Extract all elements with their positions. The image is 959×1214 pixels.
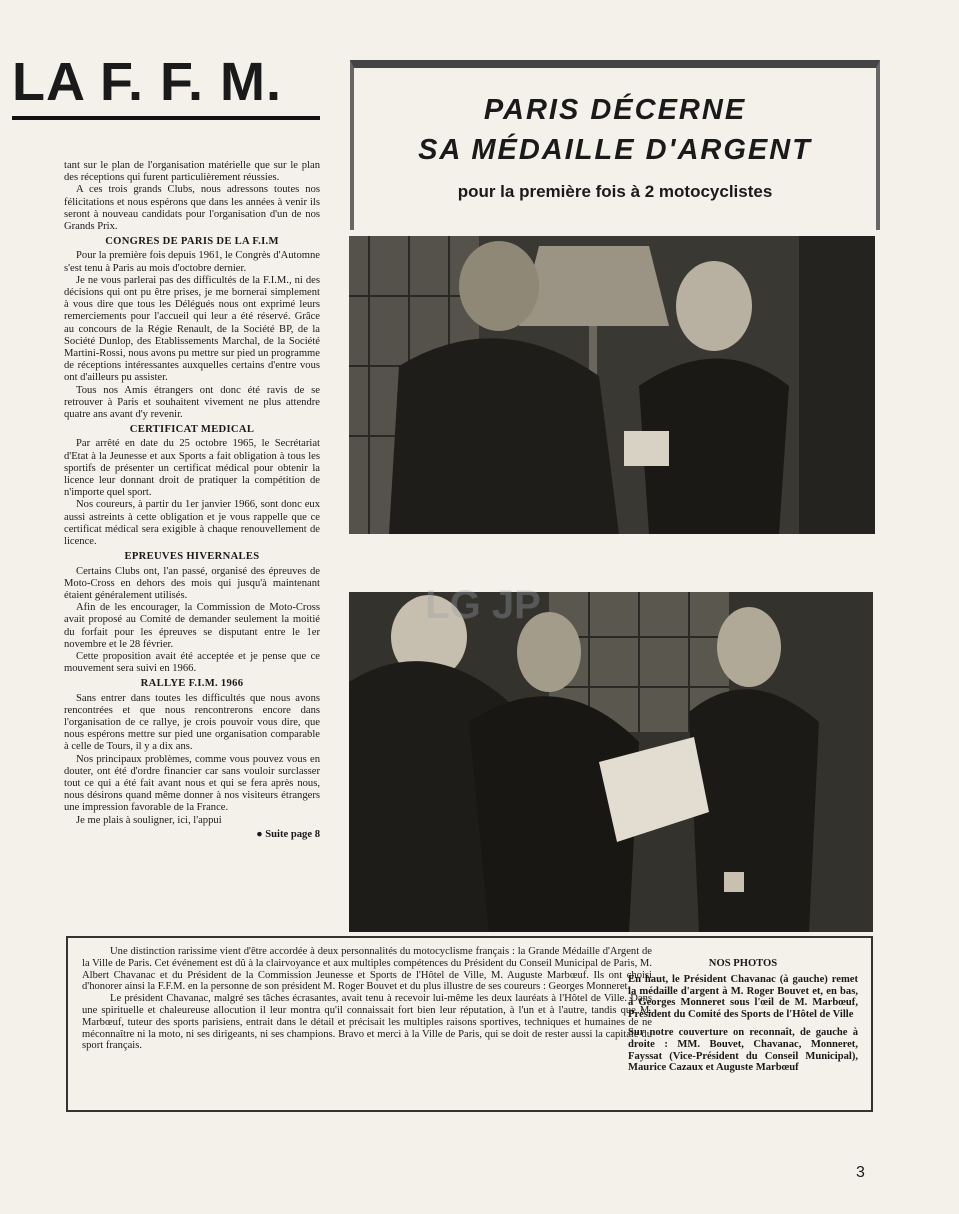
left-column-article <box>64 160 320 841</box>
paragraph: Par arrêté en date du 25 octobre 1965, le Secrétariat d'Etat à la Jeunesse et aux Sports a fait obligation à tous les sportifs de présenter un certificat médical pour obtenir la licence leur donnant droit de pratiquer la compétition de n'importe quel sport. <box>64 438 320 499</box>
masthead-title: LA F. F. M. <box>12 52 282 112</box>
paragraph: Je ne vous parlerai pas des difficultés de la F.I.M., ni des décisions qui ont pu être prises, je me bornerai simplement à vous dire que tous les Délégués nous ont exprimé leurs remerciements pour l'accueil qui leur a été réservé. Grâce au concours de la Régie Renault, de la Société BP, de la Société Dunlop, des Etablissements Marchal, de la Société Martini-Rossi, nous avons pu mettre sur pied un programme de réceptions intéressantes auxquelles certains d'entre vous ont d'ailleurs pu assister. <box>64 274 320 384</box>
paragraph: Tous nos Amis étrangers ont donc été ravis de se retrouver à Paris et souhaitent vivement ne plus attendre quatre ans avant d'y revenir. <box>64 384 320 421</box>
paragraph: Je me plais à souligner, ici, l'appui <box>76 814 222 826</box>
masthead <box>12 52 320 120</box>
paragraph: Afin de les encourager, la Commission de Moto-Cross avait proposé au Comité de demander seulement la moitié du forfait pour les épreuves se disputant entre le 1er novembre et le 28 février. <box>64 602 320 650</box>
headline-line-1: PARIS DÉCERNE <box>483 94 747 126</box>
paragraph: Une distinction rarissime vient d'être accordée à deux personnalités du motocyclisme français : la Grande Médaille d'Argent de la Ville de Paris. Cet événement est dû à la clairvoyance et aux multiples compétences du Président du Conseil Municipal de Paris, M. Albert Chavanac et du Président de la Commission Jeunesse et Sports de l'Hôtel de Ville, M. Auguste Marbœuf. Ils ont choisi d'honorer ainsi la F.F.M. en la personne de son président M. Roger Bouvet et du plus illustre de ses coureurs : Georges Monneret. <box>82 946 652 993</box>
caption-article <box>82 946 652 1052</box>
section-heading: CONGRES DE PARIS DE LA F.I.M <box>105 236 279 248</box>
watermark-text: LG JP <box>425 583 541 627</box>
section-heading: RALLYE F.I.M. 1966 <box>140 678 244 690</box>
headline-line-2: SA MÉDAILLE D'ARGENT <box>418 134 812 166</box>
paragraph: En haut, le Président Chavanac (à gauche) remet la médaille d'argent à M. Roger Bouvet et, en bas, à Georges Monneret sous l'œil de M. Marbœuf, Président du Comité des Sports de l'Hôtel de Ville <box>628 973 858 1021</box>
paragraph: Cette proposition avait été acceptée et je pense que ce mouvement sera suivi en 1966. <box>64 650 320 675</box>
paragraph: Sur notre couverture on reconnaît, de gauche à droite : MM. Bouvet, Chavanac, Monneret, Fayssat (Vice-Président du Conseil Municipal), Maurice Cazaux et Auguste Marbœuf <box>628 1026 858 1074</box>
continued-link[interactable]: ● Suite page 8 <box>256 828 320 840</box>
paragraph: Certains Clubs ont, l'an passé, organisé des épreuves de Moto-Cross en dehors des mois qui jusqu'à maintenant étaient généralement utilisés. <box>64 565 320 601</box>
caption-box <box>66 936 873 1112</box>
paragraph: Sans entrer dans toutes les difficultés que nous avons rencontrées et que nous rencontrerons encore dans l'organisation de ce rallye, je crois pouvoir vous dire, que nous espérons mettre sur pied une organisation comparable à celle de Tours, il y a dix ans. <box>64 692 320 753</box>
photo-caption-heading: NOS PHOTOS <box>708 958 778 969</box>
paragraph: Pour la première fois depuis 1961, le Congrès d'Automne s'est tenu à Paris au mois d'octobre dernier. <box>64 250 320 274</box>
photo-medal-bouvet <box>349 236 875 534</box>
section-heading: EPREUVES HIVERNALES <box>124 551 260 563</box>
headline-subtitle: pour la première fois à 2 motocyclistes <box>457 182 773 201</box>
paragraph: Le président Chavanac, malgré ses tâches écrasantes, avait tenu à recevoir lui-même les deux lauréats à l'Hôtel de Ville. Dans une spirituelle et chaleureuse allocution il leur montra qu'il connaissait fort bien leur réputation, à l'un et à l'autre, tandis que M. Marbœuf, tuteur des sports parisiens, entrait dans le détail et précisait les multiples raisons sportives, techniques et humaines de ne méconnaître ni la moto, ni ses dirigeants, ni ses champions. Bravo et merci à la Ville de Paris, qui se doit de rester aussi la capitale du sport français. <box>82 993 652 1052</box>
paragraph: A ces trois grands Clubs, nous adressons toutes nos félicitations et nous espérons que dans les années à venir ils seront à nouveau candidats pour l'organisation d'un de nos Grands Prix. <box>64 184 320 233</box>
paragraph: Nos principaux problèmes, comme vous pouvez vous en douter, ont été d'ordre financier car sans vouloir surclasser tout ce qui a été fait avant nous et qui se fera après nous, nous désirons quand même donner à nos visiteurs étrangers une impression favorable de la France. <box>64 753 320 814</box>
paragraph: Nos coureurs, à partir du 1er janvier 1966, sont donc eux aussi astreints à cette obligation et je vous rappelle que ce certificat médical sera exigible à chaque renouvellement de licence. <box>64 499 320 548</box>
photo-caption <box>628 958 858 1080</box>
headline-box <box>350 60 880 230</box>
watermark <box>408 556 558 656</box>
page-number: 3 <box>856 1164 865 1181</box>
section-heading: CERTIFICAT MEDICAL <box>129 424 255 436</box>
masthead-rule <box>12 116 320 120</box>
paragraph: tant sur le plan de l'organisation matérielle que sur le plan des réceptions qui furent particulièrement réussies. <box>64 160 320 184</box>
